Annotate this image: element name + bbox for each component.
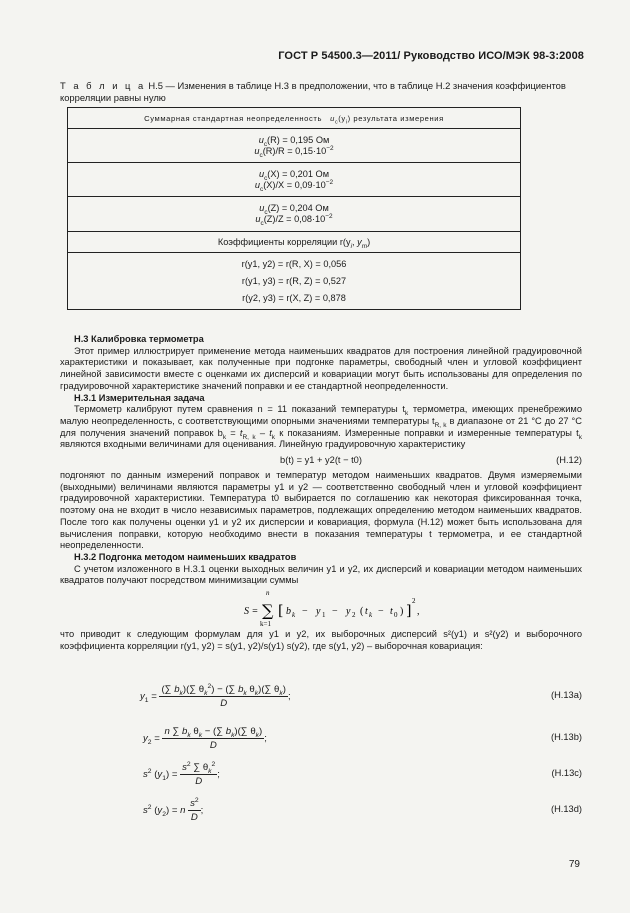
equation-text: b(t) = y1 + y2(t − t0): [280, 455, 362, 466]
svg-text:2: 2: [412, 597, 416, 606]
section-heading-h31: Н.3.1 Измерительная задача: [74, 392, 205, 403]
equation-number: (Н.13a): [550, 690, 582, 700]
formula-h13c: $s^2$ $(y_1)$ = $\frac{s^2 \sum \theta_k^2}{D}$ ;: [143, 760, 220, 787]
svg-text:,: ,: [417, 606, 420, 618]
r-uncertainty-cell: $u_c(R) = 0,195$ Ом $u_c(R)/R = 0,15\cdot 10^{-2}$: [68, 129, 521, 163]
svg-text:t: t: [390, 606, 393, 618]
svg-text:n: n: [266, 589, 270, 598]
correlation-values-cell: [68, 253, 521, 310]
page-number: 79: [568, 859, 580, 870]
equation-sum: [60, 587, 582, 629]
svg-text:]: ]: [406, 603, 412, 620]
svg-text:k=1: k=1: [260, 620, 271, 629]
body-text: [60, 334, 582, 652]
svg-text:t: t: [365, 606, 368, 618]
section-heading-h32: Н.3.2 Подгонка методом наименьших квадратов: [74, 551, 297, 562]
correlation-value: r(y1, y2) = r(R, X) = 0,056: [241, 258, 347, 269]
correlation-header-cell: Коэффициенты корреляции $r(y_i$, $y_m$): [68, 232, 521, 253]
equation-h12: [60, 451, 582, 470]
paragraph: Термометр калибруют путем сравнения n = 11 показаний температуры $t_k$ термометра, имеющих пренебрежимо малую неопределенность, с соответствующими опорными значениями температуры $t_{R, k}$ в диапазоне от 21 °C до 27 °C для получения значений поправок $b_k = t_{R, k} - t_k$ к показаниям. Измеренные поправки и измеренные температуры $t_k$ являются входными величинами для оценивания. Линейную градуировочную характеристику: [60, 404, 582, 450]
uncertainty-table: [67, 107, 521, 310]
table-caption-label: Т а б л и ц а: [60, 80, 146, 91]
svg-text:k: k: [292, 611, 296, 620]
svg-text:[: [: [278, 603, 284, 620]
svg-text:∑: ∑: [262, 601, 274, 621]
formula-h13b: $y_2$ = $\frac{n \sum b_k \theta_k - (\sum b_k)(\sum \theta_k)}{D}$ ;: [143, 726, 267, 751]
svg-text:S =: S =: [244, 606, 259, 618]
svg-text:): ): [400, 606, 404, 618]
equation-number: (Н.13b): [550, 732, 582, 742]
equation-number: (Н.13c): [551, 768, 582, 778]
svg-text:0: 0: [394, 611, 398, 620]
paragraph: что приводит к следующим формулам для y1 и y2, их выборочных дисперсий s²(y1) и s²(y2) и выборочного коэффициента корреляции r(y1, y2) = s(y1, y2)/s(y1) s(y2), где s(y1, y2) – выборочная ковариация:: [60, 629, 582, 651]
table-caption-text: Н.5 — Изменения в таблице Н.3 в предположении, что в таблице Н.2 значения коэффициентов корреляции равны нулю: [60, 80, 566, 103]
svg-text:1: 1: [322, 611, 326, 620]
equation-number: (Н.13d): [550, 804, 582, 814]
paragraph: С учетом изложенного в Н.3.1 оценки выходных величин y1 и y2, их дисперсий и ковариации методом наименьших квадратов получают посредством минимизации суммы: [60, 563, 582, 586]
formula-h13d: $s^2$ $(y_2) = n$ $\frac{s^2}{D}$ ;: [143, 796, 204, 823]
x-uncertainty-cell: $u_c(X) = 0,201$ Ом $u_c(X)/X = 0,09\cdot 10^{-2}$: [68, 163, 521, 197]
svg-text:2: 2: [352, 611, 356, 620]
svg-text:(: (: [360, 606, 364, 618]
table-header-cell: Суммарная стандартная неопределенность $u_c(y_i)$ результата измерения: [68, 108, 521, 129]
svg-text:b: b: [286, 606, 291, 618]
svg-text:k: k: [369, 611, 373, 620]
svg-text:−: −: [332, 606, 338, 618]
page-header: ГОСТ Р 54500.3—2011/ Руководство ИСО/МЭК 98-3:2008: [278, 50, 584, 62]
equation-number: (Н.12): [556, 455, 582, 466]
z-uncertainty-cell: $u_c(Z) = 0,204$ Ом $u_c(Z)/Z = 0,08\cdot 10^{-2}$: [68, 197, 521, 232]
correlation-value: r(y2, y3) = r(X, Z) = 0,878: [242, 292, 346, 303]
section-heading-h3: Н.3 Калибровка термометра: [74, 334, 204, 344]
paragraph: подгоняют по данным измерений поправок и температур методом наименьших квадратов. Двумя измеряемыми (выходными) величинами являются параметры y1 и y2 — соответственно свободный член и угловой коэффициент градуировочной характеристики. Температура t0 выбирается по соглашению как некоторая фиксированная точка, поэтому она не входит в число независимых параметров, подлежащих определению методом наименьших квадратов. После того как получены оценки y1 и y2 их дисперсии и ковариация, формула (Н.12) может быть использована для вычисления поправки, которую необходимо внести в показания температуры t термометра, и ее стандартной неопределенности.: [60, 470, 582, 551]
svg-text:y: y: [316, 606, 321, 618]
correlation-value: r(y1, y3) = r(R, Z) = 0,527: [241, 275, 347, 286]
svg-text:−: −: [302, 606, 308, 618]
paragraph: Этот пример иллюстрирует применение метода наименьших квадратов для построения линейной градуировочной характеристики и показывает, как полученные при подгонке параметры, свободный член и угловой коэффициент линейной зависимости вместе с оценками их дисперсий и ковариации могут быть использованы для определения по градуировочной характеристике значений поправки и ее стандартной неопределенности.: [60, 345, 582, 391]
table-caption: [60, 80, 580, 104]
formula-h13a: $y_1$ = $\frac{(\sum b_k)(\sum \theta_k^2) - (\sum b_k \theta_k)(\sum \theta_k)}{D}$ ;: [140, 682, 291, 709]
sum-formula-graphic: [60, 587, 582, 629]
svg-text:y: y: [346, 606, 351, 618]
svg-text:−: −: [378, 606, 384, 618]
